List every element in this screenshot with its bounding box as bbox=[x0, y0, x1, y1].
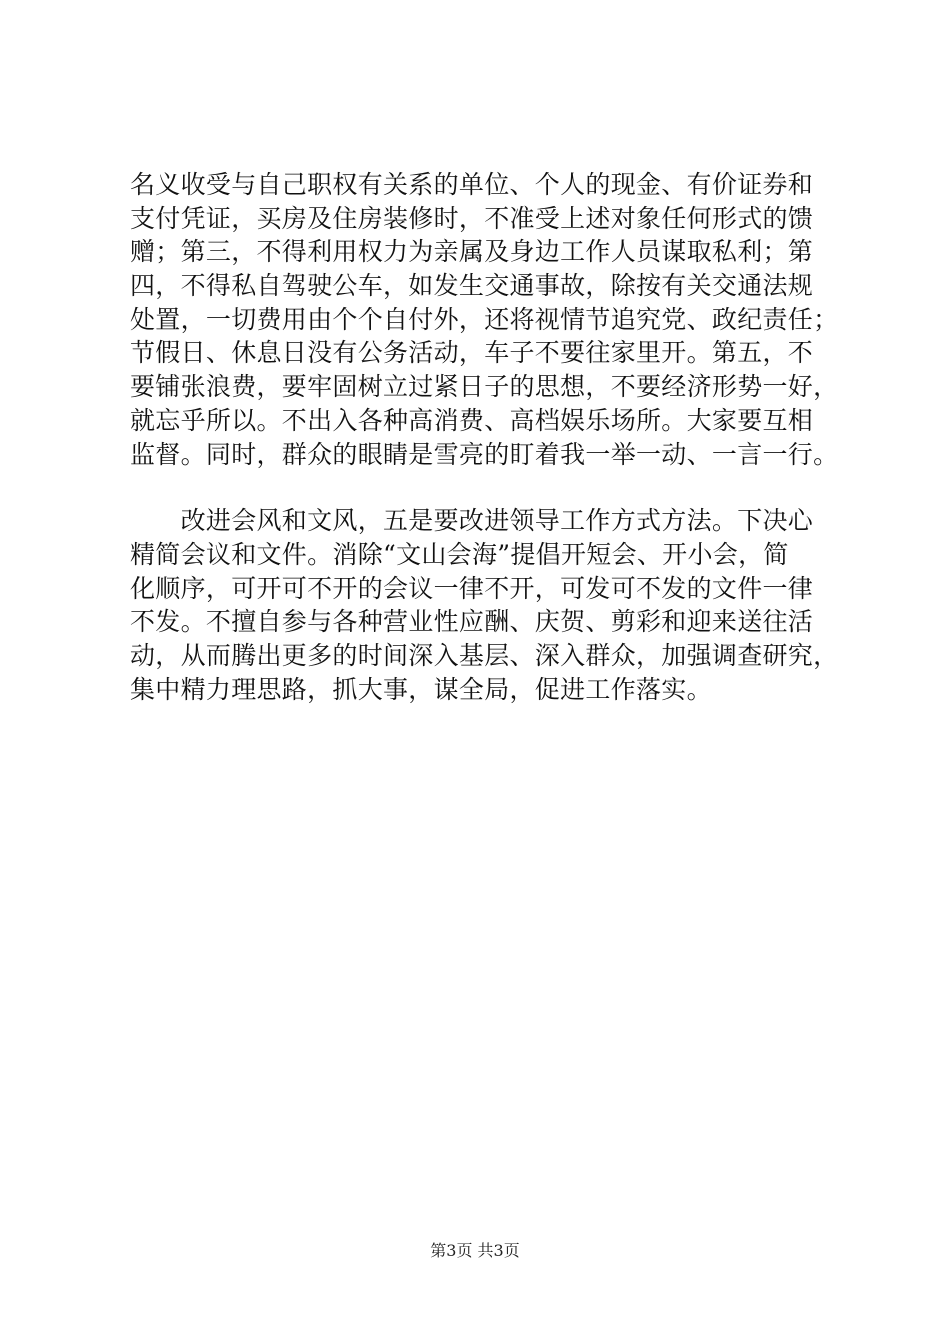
text-line: 集中精力理思路，抓大事，谋全局，促进工作落实。 bbox=[130, 674, 712, 704]
page-footer bbox=[0, 1241, 950, 1261]
page-number-label: 第3页 共3页 bbox=[430, 1241, 520, 1260]
paragraph-1 bbox=[130, 168, 850, 471]
text-line: 赠；第三，不得利用权力为亲属及身边工作人员谋取私利；第 bbox=[130, 237, 814, 267]
document-body bbox=[130, 168, 850, 706]
text-line: 处置，一切费用由个个自付外，还将视情节追究党、政纪责任； bbox=[130, 304, 839, 334]
text-line: 动，从而腾出更多的时间深入基层、深入群众，加强调查研究， bbox=[130, 640, 839, 670]
text-line: 节假日、休息日没有公务活动，车子不要往家里开。第五，不 bbox=[130, 338, 814, 368]
text-line: 要铺张浪费，要牢固树立过紧日子的思想，不要经济形势一好， bbox=[130, 372, 839, 402]
text-line: 监督。同时，群众的眼睛是雪亮的盯着我一举一动、一言一行。 bbox=[130, 439, 839, 469]
text-line: 名义收受与自己职权有关系的单位、个人的现金、有价证券和 bbox=[130, 170, 814, 199]
paragraph-2 bbox=[130, 504, 850, 706]
text-line: 支付凭证，买房及住房装修时，不准受上述对象任何形式的馈 bbox=[130, 203, 814, 233]
text-line: 四，不得私自驾驶公车，如发生交通事故，除按有关交通法规 bbox=[130, 271, 814, 301]
text-line: 化顺序，可开可不开的会议一律不开，可发可不发的文件一律 bbox=[130, 573, 814, 603]
text-line: 改进会风和文风，五是要改进领导工作方式方法。下决心 bbox=[130, 506, 814, 536]
text-line: 就忘乎所以。不出入各种高消费、高档娱乐场所。大家要互相 bbox=[130, 405, 814, 435]
text-line: 不发。不擅自参与各种营业性应酬、庆贺、剪彩和迎来送往活 bbox=[130, 607, 814, 637]
paragraph-spacer bbox=[130, 471, 850, 504]
text-line: 精简会议和文件。消除“文山会海”提倡开短会、开小会，简 bbox=[130, 539, 789, 569]
